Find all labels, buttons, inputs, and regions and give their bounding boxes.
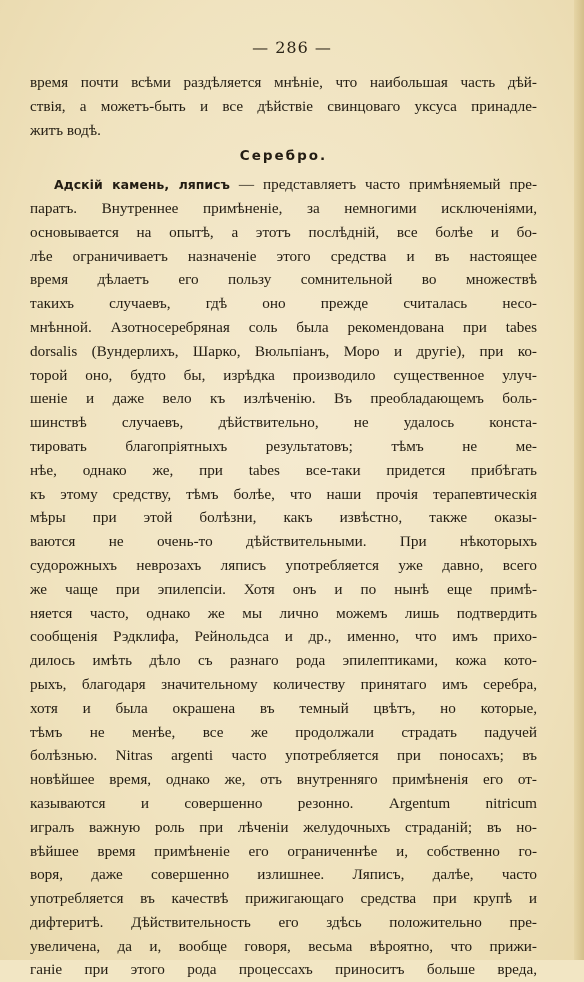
text-line: воря, даже совершенно излишнее. Ляписъ, далѣе, часто (30, 866, 537, 884)
text-line: хотя и была окрашена въ темный цвѣтъ, но которые, (30, 699, 537, 717)
text-line: болѣзнью. Nitras argenti часто употребляется при поносахъ; въ (30, 747, 537, 765)
text-line: житъ водѣ. (30, 121, 101, 139)
text-line: ганіе при этого рода процессахъ приноситъ больше вреда, (30, 961, 537, 979)
text-line: судорожныхъ неврозахъ ляписъ употребляется уже давно, всего (30, 556, 537, 574)
text-line: рыхъ, благодаря значительному количеству принятаго имъ серебра, (30, 675, 537, 693)
text-line: шеніе и даже вело къ излѣченію. Въ преобладающемъ боль- (30, 390, 537, 408)
text-line: основывается на опытѣ, а этотъ послѣдній, все болѣе и бо- (30, 223, 537, 241)
text-line: торой оно, будто бы, изрѣдка производило существенное улуч- (30, 366, 537, 384)
text-line: паратъ. Внутреннее примѣненіе, за немногими исключеніями, (30, 199, 537, 217)
text-line: казываются и совершенно резонно. Argentum nitricum (30, 794, 537, 812)
lead-term: Адскій камень, ляписъ (54, 177, 230, 193)
text-line: тѣмъ не менѣе, все же продолжали страдать падучей (30, 723, 537, 741)
text-line: дифтеритѣ. Дѣйствительность его здѣсь положительно пре- (30, 913, 537, 931)
text-line: игралъ важную роль при лѣченіи желудочныхъ страданій; въ но- (30, 818, 537, 836)
text-line: увеличена, да и, вообще говоря, весьма вѣроятно, что прижи- (30, 937, 537, 955)
section-heading: Серебро. (239, 148, 328, 165)
text-line: къ этому средству, тѣмъ болѣе, что наши прочія терапевтическія (30, 485, 537, 503)
text-line: шинствѣ случаевъ, дѣйствительно, не удалось конста- (30, 414, 537, 432)
text-line: же чаще при эпилепсіи. Хотя онъ и по нынѣ еще примѣ- (30, 580, 537, 598)
text-line: мнѣнной. Азотносеребряная соль была рекомендована при tabes (30, 318, 537, 336)
text-line: лѣе ограничиваетъ назначеніе этого средства и въ настоящее (30, 247, 537, 265)
page-number: — 286 — (252, 38, 332, 57)
text-line: вѣйшее время примѣненіе его ограниченнѣе и, собственно го- (30, 842, 537, 860)
text-line: время почти всѣми раздѣляется мнѣніе, что наибольшая часть дѣй- (30, 74, 537, 91)
page-binding-edge (574, 0, 584, 960)
text-line: ваются не очень-то дѣйствительными. При нѣкоторыхъ (30, 533, 537, 551)
text-line: мѣры при этой болѣзни, какъ извѣстно, также оказы- (30, 509, 537, 527)
page-body-text (30, 71, 537, 982)
text-line: нѣе, однако же, при tabes все-таки придется прибѣгать (30, 461, 537, 479)
text-line-with-lead (30, 173, 537, 197)
text-line: сообщенія Рэдклифа, Рейнольдса и др., именно, что имъ прихо- (30, 628, 537, 646)
text-line: ствія, а можетъ-быть и все дѣйствіе свинцоваго уксуса принадле- (30, 97, 537, 115)
text-line-rest: — представляетъ часто примѣняемый пре- (229, 176, 537, 194)
text-line: новѣйшее время, однако же, отъ внутренняго примѣненія его от- (30, 771, 537, 789)
text-line: такихъ случаевъ, гдѣ оно прежде считалась несо- (30, 295, 537, 313)
text-line: няется часто, однако же мы лично можемъ лишь подтвердить (30, 604, 537, 622)
text-line: тировать благопріятныхъ результатовъ; тѣмъ не ме- (30, 437, 537, 455)
text-line: дилось имѣть дѣло съ разнаго рода эпилептиками, кожа кото- (30, 652, 537, 670)
text-line: dorsalis (Вундерлихъ, Шарко, Вюльпіанъ, Моро и другіе), при ко- (30, 342, 537, 360)
text-line: время дѣлаетъ его пользу сомнительной во множествѣ (30, 271, 537, 289)
text-line: употребляется въ качествѣ прижигающаго средства при крупѣ и (30, 890, 537, 908)
